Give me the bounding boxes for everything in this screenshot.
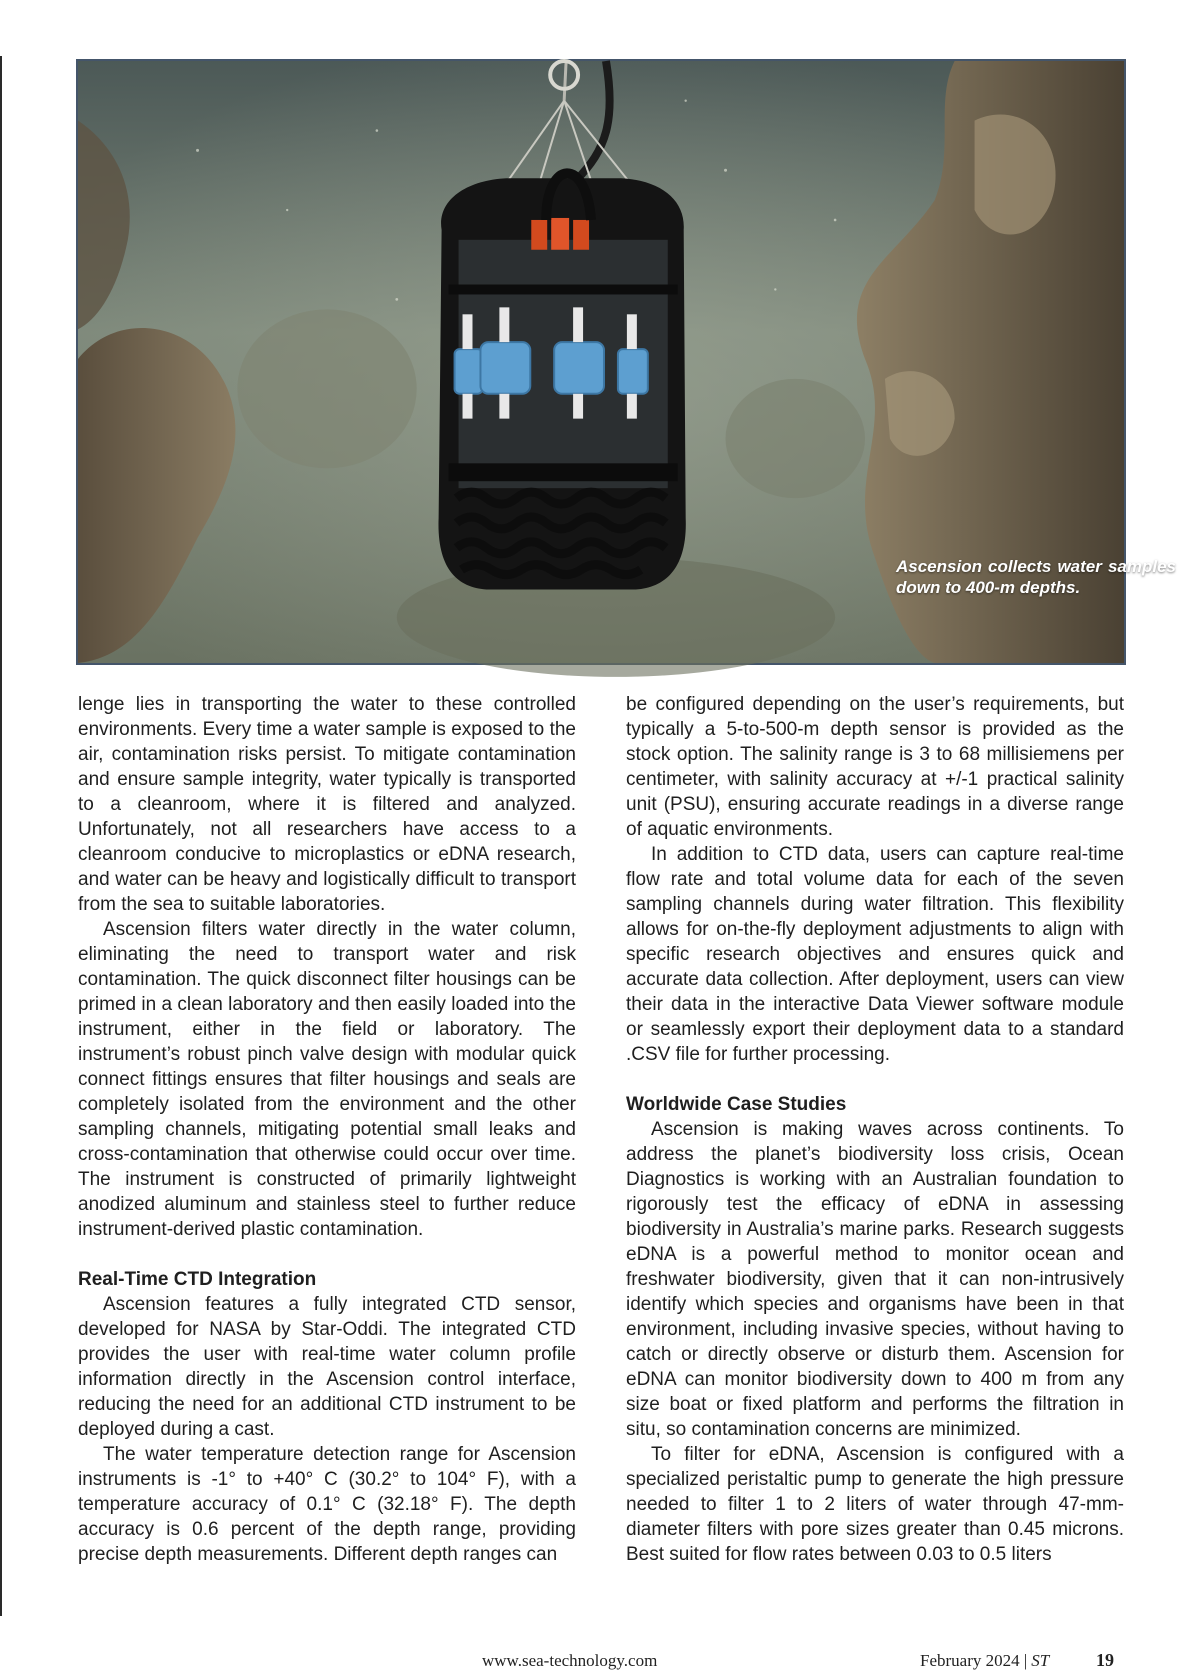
paragraph: The water temperature detection range for Ascension instruments is -1° to +40° C (30.2° to 104° F), with a temperature accuracy of 0.1° C (32.18° F). The depth accuracy is 0.6 percent of the depth range, providing precise depth measurements. Different depth ranges can [78,1444,576,1565]
paragraph: Ascension is making waves across continents. To address the planet’s biodiversity loss crisis, Ocean Diagnostics is working with an Australian foundation to rigorously test the efficacy of eDNA in assessing biodiversity in Australia’s marine parks. Research suggests eDNA is a powerful method to monitor ocean and freshwater biodiversity, given that it can non-intrusively identify which species and organisms have been in that environment, including invasive species, without having to catch or directly observe or disturb them. Ascension for eDNA can monitor biodiversity down to 400 m from any size boat or fixed platform and performs the filtration in situ, so contamination concerns are minimized. [626,1119,1124,1440]
footer-issue [920,1651,1049,1671]
magazine-abbrev: ST [1031,1651,1050,1670]
paragraph: lenge lies in transporting the water to these controlled environments. Every time a water sample is exposed to the air, contamination risks persist. To mitigate contamination and ensure sample integrity, water typically is transported to a cleanroom, where it is filtered and analyzed. Unfortunately, not all researchers have access to a cleanroom conducive to microplastics or eDNA research, and water can be heavy and logistically difficult to transport from the sea to suitable laboratories. [78,694,576,915]
page-edge-rule [0,56,2,1616]
paragraph: To filter for eDNA, Ascension is configured with a specialized peristaltic pump to generate the high pressure needed to filter 1 to 2 liters of water through 47-mm-diameter filters with pore sizes greater than 0.45 microns. Best suited for flow rates between 0.03 to 0.5 liters [626,1444,1124,1565]
issue-date: February 2024 | [920,1651,1028,1670]
paragraph: be configured depending on the user’s requirements, but typically a 5-to-500-m depth sensor is provided as the stock option. The salinity range is 3 to 68 millisiemens per centimeter, with salinity accuracy at +/-1 practical salinity unit (PSU), ensuring accurate readings in a diverse range of aquatic environments. [626,694,1124,840]
photo-caption: Ascension collects water samples down to 400-m depths. [896,557,1176,597]
paragraph: Ascension filters water directly in the water column, eliminating the need to transport water and risk contamination. The quick disconnect filter housings can be primed in a clean laboratory and then easily loaded into the instrument, either in the field or laboratory. The instrument’s robust pinch valve design with modular quick connect fittings ensures that filter housings and seals are completely isolated from the environment and the other sampling channels, mitigating potential small leaks and cross-contamination that otherwise could occur over time. The instrument is constructed of primarily lightweight anodized aluminum and stainless steel to further reduce instrument-derived plastic contamination. [78,919,576,1240]
page-footer [0,1651,1200,1675]
section-heading: Real-Time CTD Integration [78,1269,317,1290]
feature-photo [76,59,1176,665]
left-column [78,692,576,1567]
section-heading: Worldwide Case Studies [626,1094,847,1115]
right-column [626,692,1124,1567]
page-number: 19 [1096,1650,1114,1670]
paragraph: In addition to CTD data, users can capture real-time flow rate and total volume data for each of the seven sampling channels during water filtration. This flexibility allows for on-the-fly deployment adjustments to align with specific research objectives and ensures quick and accurate data collection. After deployment, users can view their data in the interactive Data Viewer software module or seamlessly export their deployment data to a standard .CSV file for further processing. [626,844,1124,1065]
paragraph: Ascension features a fully integrated CTD sensor, developed for NASA by Star-Oddi. The integrated CTD provides the user with real-time water column profile information directly in the Ascension control interface, reducing the need for an additional CTD instrument to be deployed during a cast. [78,1294,576,1440]
footer-url: www.sea-technology.com [482,1651,658,1670]
